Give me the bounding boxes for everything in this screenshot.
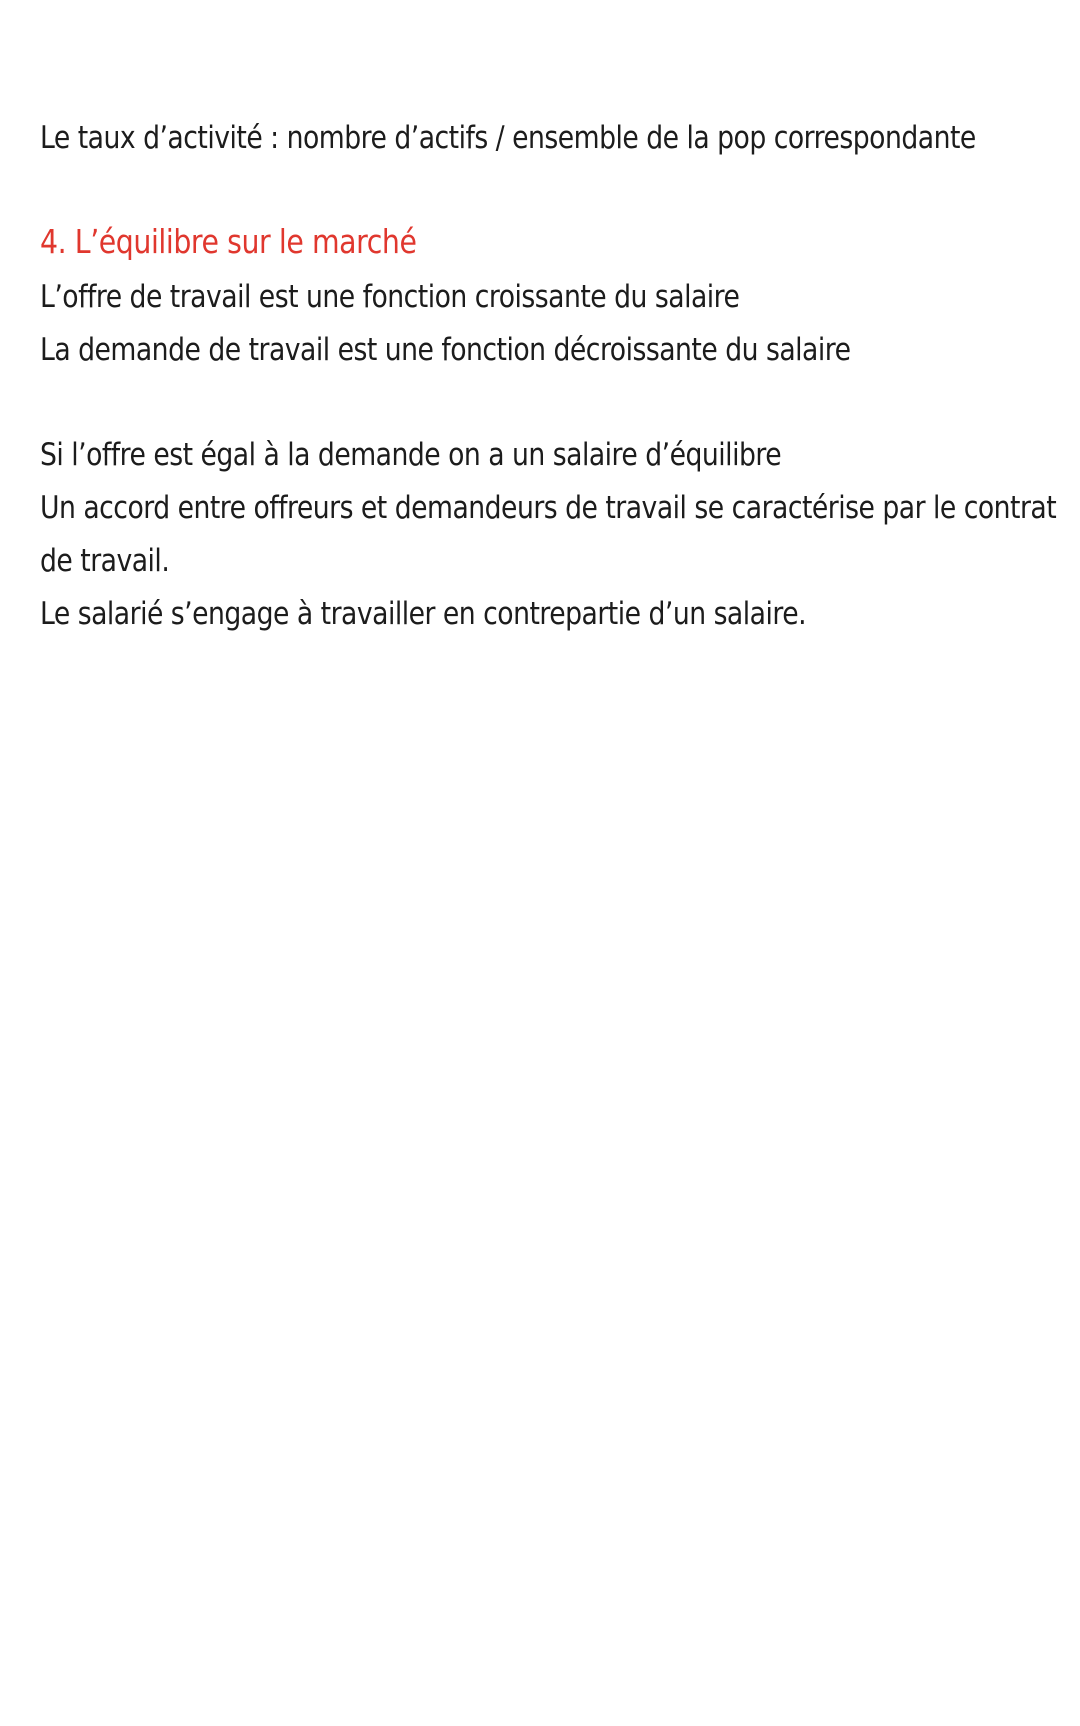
section-heading: 4. L’équilibre sur le marché — [40, 222, 417, 261]
paragraph-line: Le salarié s’engage à travailler en contrepartie d’un salaire. — [40, 596, 807, 632]
paragraph-line: La demande de travail est une fonction décroissante du salaire — [40, 332, 851, 368]
intro-line: Le taux d’activité : nombre d’actifs / ensemble de la pop correspondante — [40, 120, 976, 156]
paragraph-line: de travail. — [40, 543, 170, 579]
paragraph-line: Si l’offre est égal à la demande on a un salaire d’équilibre — [40, 437, 782, 473]
paragraph-line: Un accord entre offreurs et demandeurs de travail se caractérise par le contrat — [40, 490, 1057, 526]
paragraph-line: L’offre de travail est une fonction croissante du salaire — [40, 279, 740, 315]
